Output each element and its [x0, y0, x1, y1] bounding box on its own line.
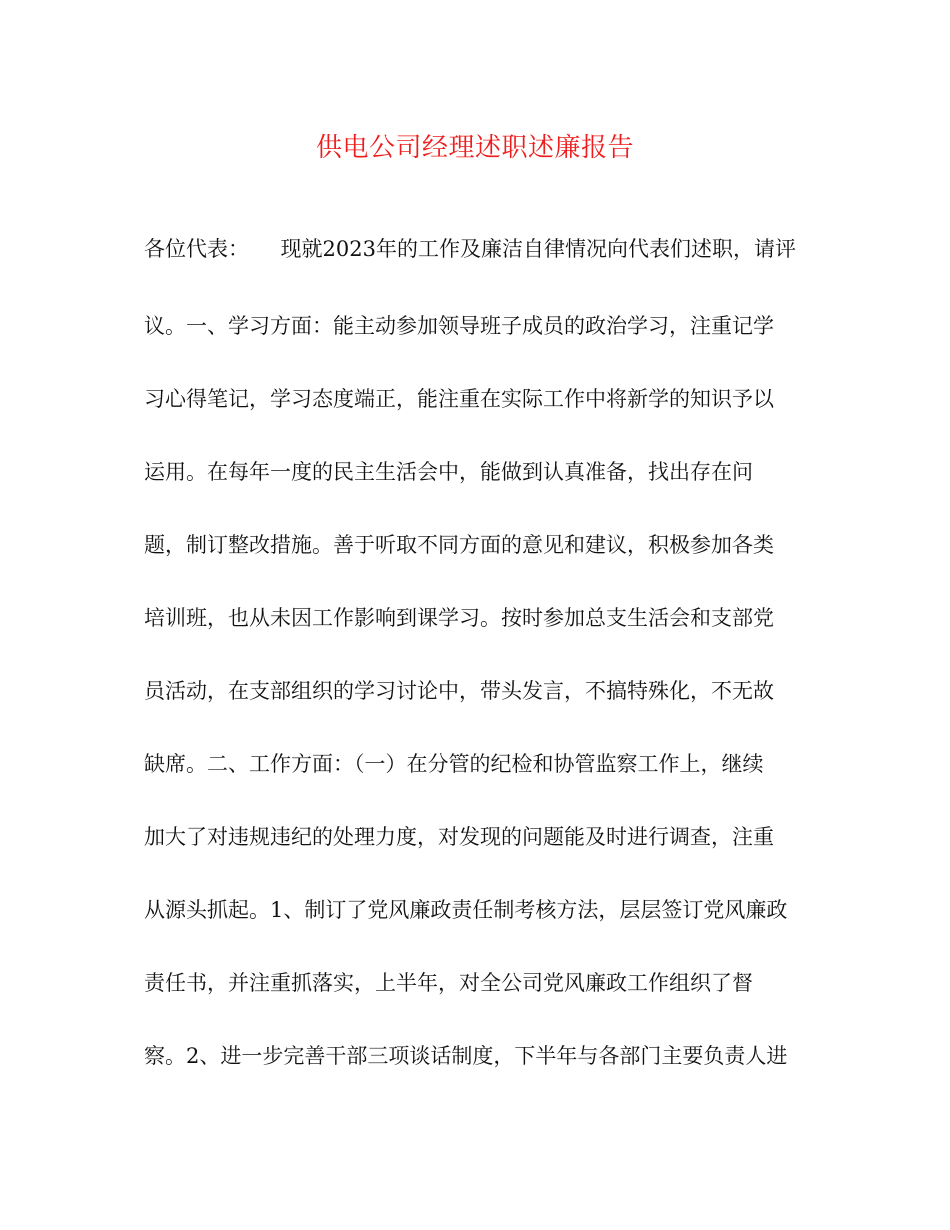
body-line: 题，制订整改措施。善于听取不同方面的意见和建议，积极参加各类	[144, 533, 774, 557]
body-line: 察。2、进一步完善干部三项谈话制度，下半年与各部门主要负责人进	[144, 1044, 788, 1068]
body-line: 议。一、学习方面：能主动参加领导班子成员的政治学习，注重记学	[144, 314, 774, 338]
body-line: 运用。在每年一度的民主生活会中，能做到认真准备，找出存在问	[144, 460, 753, 484]
body-line: 各位代表： 现就2023年的工作及廉洁自律情况向代表们述职，请评	[144, 237, 796, 261]
document-title: 供电公司经理述职述廉报告	[315, 133, 634, 163]
body-line: 从源头抓起。1、制订了党风廉政责任制考核方法，层层签订党风廉政	[144, 898, 788, 922]
body-line: 习心得笔记，学习态度端正，能注重在实际工作中将新学的知识予以	[144, 387, 774, 411]
body-line: 加大了对违规违纪的处理力度，对发现的问题能及时进行调查，注重	[144, 825, 774, 849]
body-line: 培训班，也从未因工作影响到课学习。按时参加总支生活会和支部党	[144, 606, 774, 630]
body-line: 责任书，并注重抓落实，上半年，对全公司党风廉政工作组织了督	[144, 971, 753, 995]
body-line: 员活动，在支部组织的学习讨论中，带头发言，不搞特殊化，不无故	[144, 679, 774, 703]
body-line: 缺席。二、工作方面：（一）在分管的纪检和协管监察工作上，继续	[144, 752, 764, 776]
